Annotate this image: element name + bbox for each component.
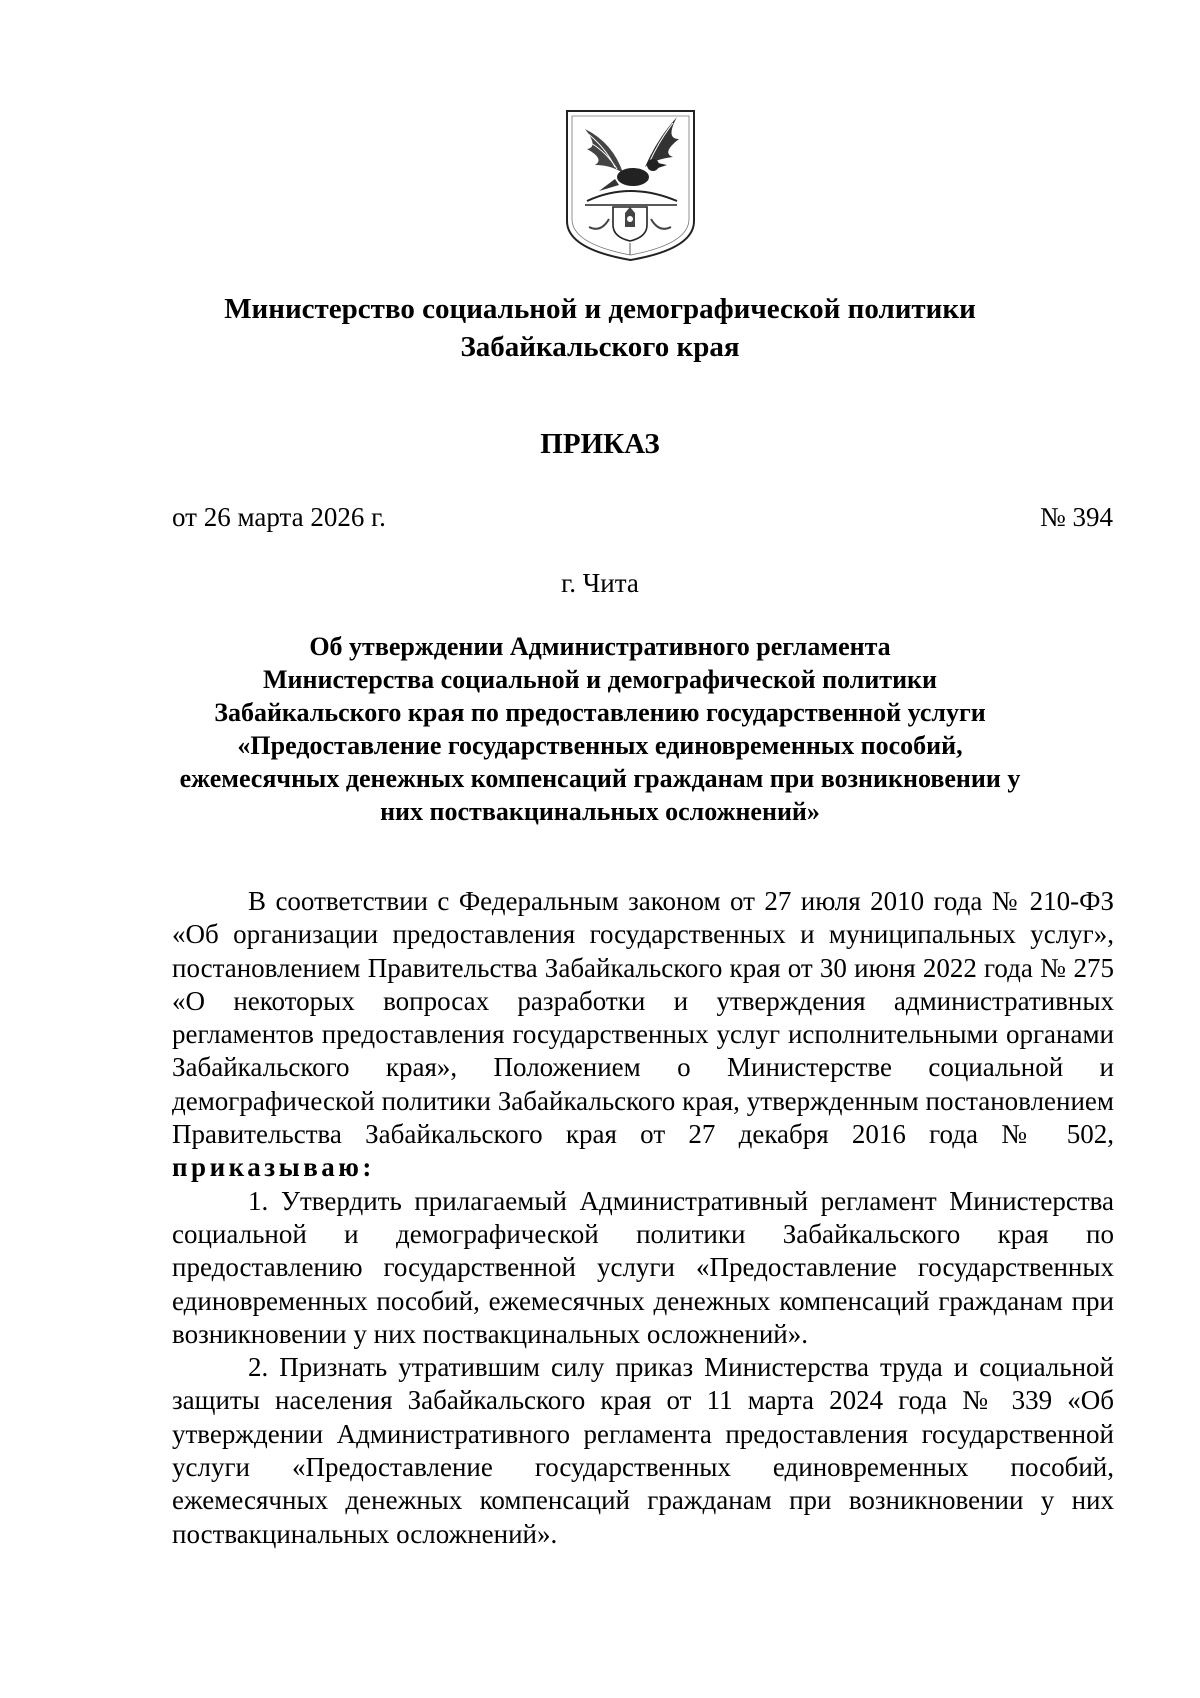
order-number: № 394	[1039, 502, 1113, 532]
ministry-line-2: Забайкальского края	[460, 331, 740, 363]
coat-of-arms-icon	[565, 109, 696, 262]
order-item-2: 2. Признать утратившим силу приказ Министерства труда и социальной защиты населения Забайкальского края от 11 марта 2024 года № 339 «Об утверждении Административного регламента предоставления государственной услуги «Предоставление государственных единовременных пособий, ежемесячных денежных компенсаций гражданам при возникновении у них поствакцинальных осложнений».	[172, 1352, 1114, 1549]
order-item-1: 1. Утвердить прилагаемый Административный регламент Министерства социальной и демографической политики Забайкальского края по предоставлению государственной услуги «Предоставление государственных единовременных пособий, ежемесячных денежных компенсаций гражданам при возникновении у них поствакцинальных осложнений».	[172, 1185, 1114, 1349]
subject-line: Министерства социальной и демографической политики	[262, 665, 938, 694]
preamble-text: В соответствии с Федеральным законом от 27 июля 2010 года № 210-ФЗ «Об организации предоставления государственных и муниципальных услуг», постановлением Правительства Забайкальского края от 30 июня 2022 года № 275 «О некоторых вопросах разработки и утверждения административных регламентов предоставления государственных услуг исполнительными органами Забайкальского края», Положением о Министерстве социальной и демографической политики Забайкальского края, утвержденным постановлением Правительства Забайкальского края от 27 декабря 2016 года № 502,	[172, 886, 1114, 1150]
order-body	[172, 885, 1114, 1551]
subject-line: «Предоставление государственных единовременных пособий,	[237, 731, 963, 760]
subject-line: Об утверждении Административного регламента	[309, 632, 891, 661]
orders-word: приказываю:	[172, 1152, 375, 1183]
preamble-paragraph	[172, 885, 1114, 1185]
ministry-name	[100, 290, 1100, 366]
order-title: ПРИКАЗ	[540, 428, 660, 460]
order-date: от 26 марта 2026 г.	[172, 502, 386, 532]
order-city: г. Чита	[561, 568, 639, 598]
subject-line: них поствакцинальных осложнений»	[380, 797, 820, 826]
order-subject	[160, 630, 1040, 828]
ministry-line-1: Министерство социальной и демографической политики	[224, 293, 976, 325]
subject-line: Забайкальского края по предоставлению государственной услуги	[214, 698, 986, 727]
subject-line: ежемесячных денежных компенсаций гражданам при возникновении у	[179, 764, 1021, 793]
